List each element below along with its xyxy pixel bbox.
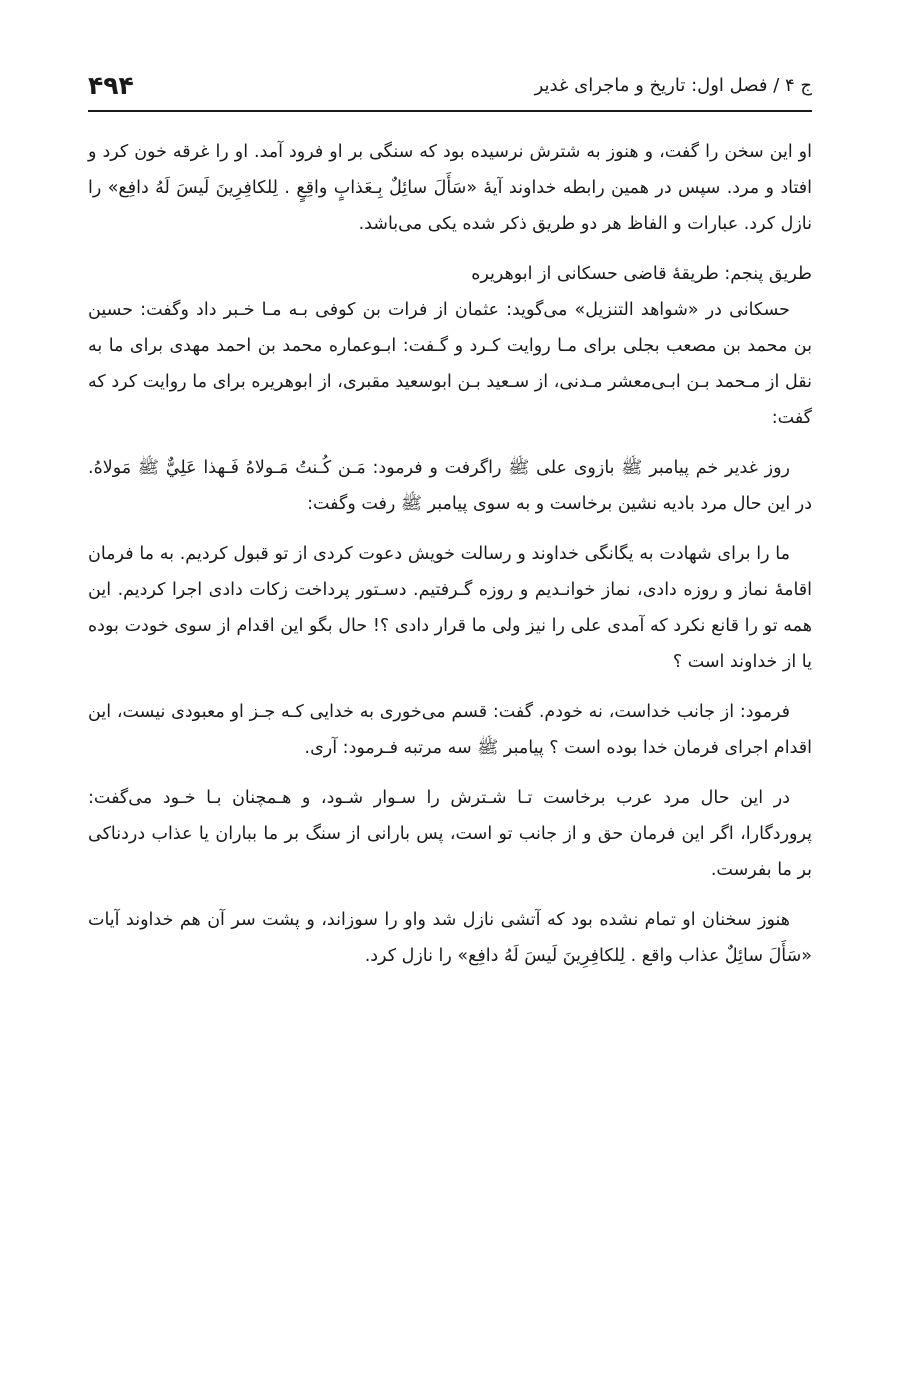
running-header	[88, 60, 812, 112]
paragraph-2: حسکانی در «شواهد التنزیل» می‌گوید: عثمان از فرات بن کوفی بـه مـا خـبر داد وگفت: حسین بن محمد بن مصعب بجلی برای مـا روایت کـرد و گـفت: ابـوعماره محمد بن احمد مهدی برای ما به نقل از مـحمد بـن ابـی‌معشر مـدنی، از سـعید بـن ابوسعید مقبری، از ابوهریره برای ما روایت کرد که گفت:	[88, 300, 812, 428]
paragraph-3: روز غدیر خم پیامبر ﷺ بازوی علی ﷺ راگرفت و فرمود: مَـن کُـنتُ مَـولاهُ فَـهذا عَلِيٌّ ﷺ مَولاهُ. در این حال مرد بادیه نشین برخاست و به سوی پیامبر ﷺ رفت وگفت:	[88, 458, 812, 514]
paragraph-6: در این حال مرد عرب برخاست تـا شـترش را سـوار شـود، و هـمچنان بـا خـود می‌گفت: پروردگارا، اگر این فرمان حق و از جانب تو است، پس بارانی از سنگ بر ما بباران یا عذاب دردناکی بر ما بفرست.	[88, 788, 812, 880]
section-heading: طریق پنجم: طریقهٔ قاضی حسکانی از ابوهریره	[471, 264, 812, 284]
page-number: ۴۹۴	[88, 70, 134, 100]
paragraph-1: او این سخن را گفت، و هنوز به شترش نرسیده بود که سنگی بر او فرود آمد. او را غرقه خون کرد و افتاد و مرد. سپس در همین رابطه خداوند آیهٔ «سَأَلَ سائِلٌ بِـعَذابٍ واقِعٍ . لِلكافِرِينَ لَيسَ لَهُ دافِع» را نازل کرد. عبارات و الفاظ هر دو طریق ذکر شده یکی می‌باشد.	[88, 142, 812, 234]
paragraph-5: فرمود: از جانب خداست، نه خودم. گفت: قسم می‌خوری به خدایی کـه جـز او معبودی نیست، این اقدام اجرای فرمان خدا بوده است ؟ پیامبر ﷺ سه مرتبه فـرمود: آری.	[88, 702, 812, 758]
paragraph-4: ما را برای شهادت به یگانگی خداوند و رسالت خویش دعوت کردی از تو قبول کردیم. به ما فرمان اقامهٔ نماز و روزه دادی، نماز خوانـدیم و روزه گـرفتیم. دسـتور پرداخت زکات دادی اجرا کردیم. این همه تو را قانع نکرد که آمدی علی را نیز ولی ما قرار دادی ؟! حال بگو این اقدام از سوی خودت بوده یا از خداوند است ؟	[88, 544, 812, 672]
book-page	[88, 60, 812, 988]
body-text	[88, 134, 812, 974]
running-title: ج ۴ / فصل اول: تاریخ و ماجرای غدیر	[534, 74, 812, 96]
paragraph-7: هنوز سخنان او تمام نشده بود که آتشی نازل شد واو را سوزاند، و پشت سر آن هم خداوند آیات «سَأَلَ سائِلٌ عذاب واقع . لِلكافِرِينَ لَيسَ لَهُ دافِع» را نازل کرد.	[88, 910, 812, 966]
